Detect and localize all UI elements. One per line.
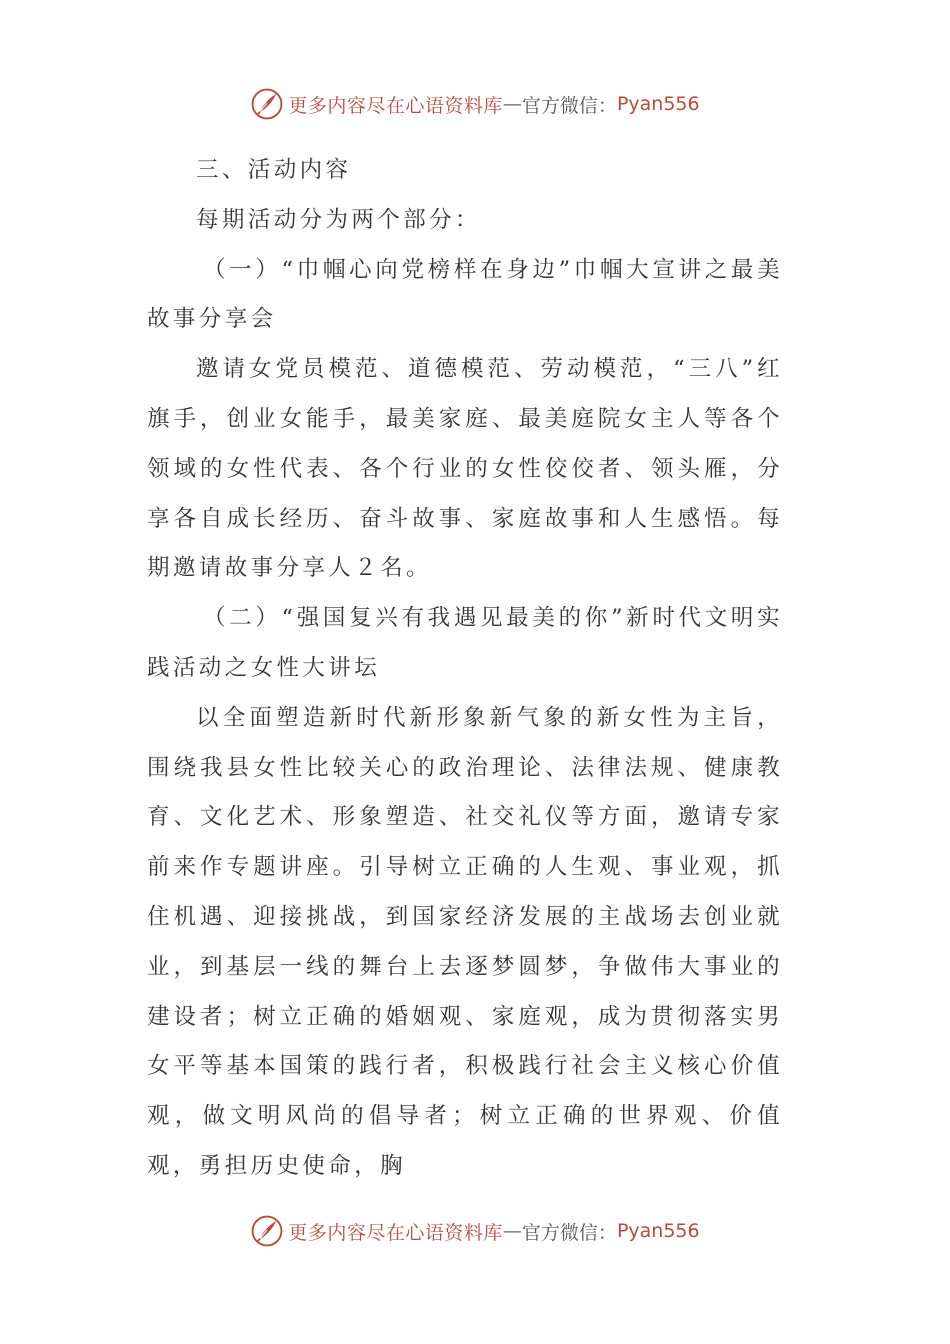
watermark-dash: — (502, 1220, 522, 1242)
watermark-main-text: 更多内容尽在心语资料库 (288, 94, 503, 117)
watermark-main-text: 更多内容尽在心语资料库 (288, 1221, 503, 1244)
footer-watermark (0, 1211, 950, 1251)
watermark-wechat-label: 官方微信： (521, 1221, 617, 1244)
part1-title: （一）“巾帼心向党榜样在身边”巾帼大宣讲之最美故事分享会 (147, 256, 783, 333)
section-heading: 三、活动内容 (196, 157, 352, 183)
watermark-wechat-id: Pyan556 (616, 1220, 700, 1242)
feather-pen-logo-icon (250, 1214, 284, 1248)
watermark-dash: — (502, 93, 522, 115)
feather-pen-logo-icon (250, 87, 284, 121)
header-watermark (0, 84, 950, 124)
watermark-wechat-id: Pyan556 (616, 93, 700, 115)
part2-title: （二）“强国复兴有我遇见最美的你”新时代文明实践活动之女性大讲坛 (147, 605, 783, 681)
intro-paragraph: 每期活动分为两个部分： (196, 206, 481, 233)
watermark-wechat-label: 官方微信： (521, 94, 617, 117)
document-body (147, 146, 783, 1192)
part1-body: 邀请女党员模范、道德模范、劳动模范，“三八”红旗手，创业女能手，最美家庭、最美庭院女主人等各个领域的女性代表、各个行业的女性佼佼者、领头雁，分享各自成长经历、奋斗故事、家庭故事和人生感悟。每期邀请故事分享人２名。 (147, 356, 783, 582)
part2-body: 以全面塑造新时代新形象新气象的新女性为主旨，围绕我县女性比较关心的政治理论、法律法规、健康教育、文化艺术、形象塑造、社交礼仪等方面，邀请专家前来作专题讲座。引导树立正确的人生观、事业观，抓住机遇、迎接挑战，到国家经济发展的主战场去创业就业，到基层一线的舞台上去逐梦圆梦，争做伟大事业的建设者；树立正确的婚姻观、家庭观，成为贯彻落实男女平等基本国策的践行者，积极践行社会主义核心价值观，做文明风尚的倡导者；树立正确的世界观、价值观，勇担历史使命，胸 (147, 704, 783, 1179)
